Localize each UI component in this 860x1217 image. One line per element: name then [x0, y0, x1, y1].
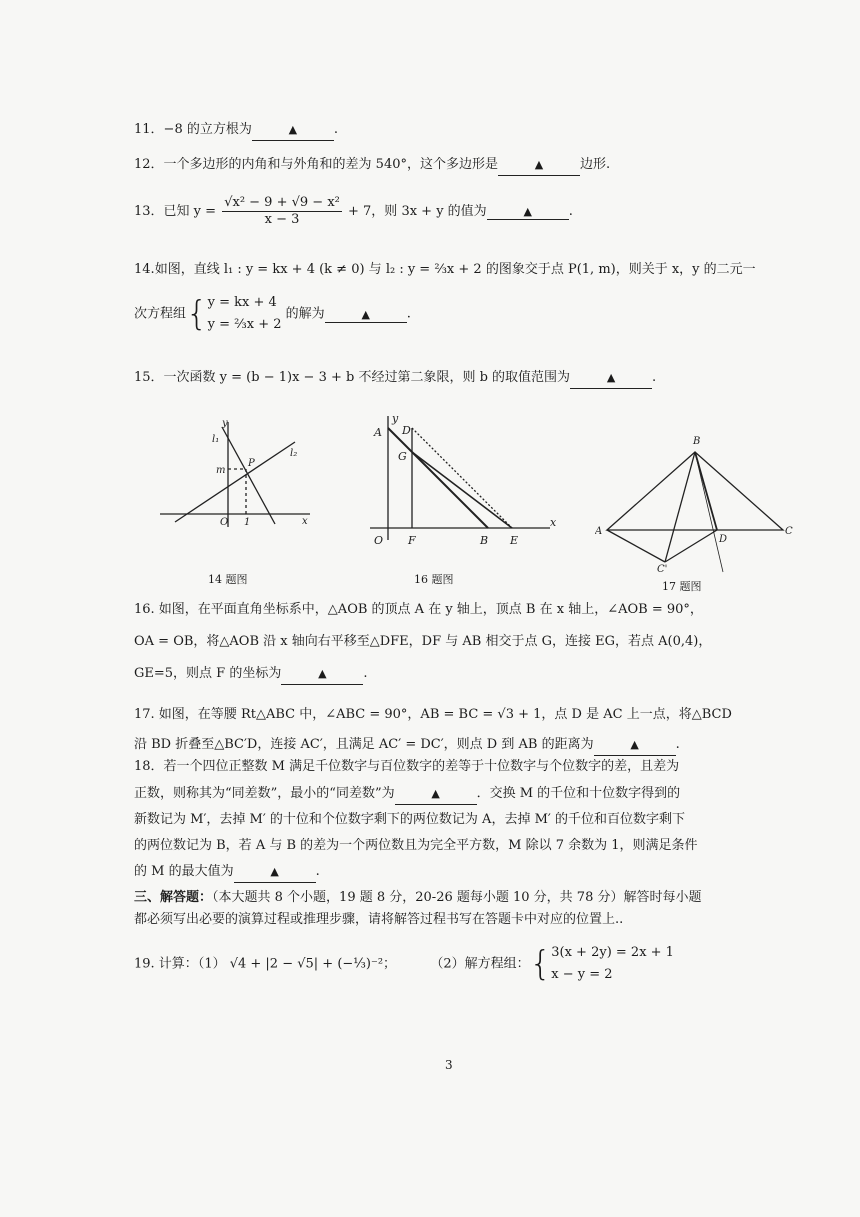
line-l1: [222, 427, 275, 524]
question-number: 14.: [134, 262, 155, 277]
question-text: + 7，则 3x + y 的值为: [348, 204, 487, 219]
line-l2: [175, 442, 298, 522]
question-text: 16. 如图，在平面直角坐标系中，△AOB 的顶点 A 在 y 轴上，顶点 B 在 x 轴上，∠AOB = 90°，: [134, 602, 703, 617]
question-text: OA = OB，将△AOB 沿 x 轴向右平移至△DFE，DF 与 AB 相交于点 G，连接 EG，若点 A(0,4)，: [134, 634, 712, 649]
label-C-prime: C': [657, 564, 668, 575]
section-3-header: [134, 888, 701, 908]
question-18-line4: [134, 836, 698, 856]
segment-BCp: [665, 452, 695, 562]
label-G: G: [398, 450, 407, 463]
segment-BD: [695, 452, 717, 530]
answer-blank[interactable]: [281, 664, 363, 685]
question-end: 边形.: [580, 157, 611, 172]
label-O: O: [374, 534, 384, 547]
answer-blank[interactable]: [498, 155, 580, 176]
question-text: GE=5，则点 F 的坐标为: [134, 666, 282, 681]
label-x: x: [302, 516, 308, 527]
label-y: y: [222, 418, 228, 429]
question-text: 沿 BD 折叠至△BC′D，连接 AC′，且满足 AC′ = DC′，则点 D 到 AB 的距离为: [134, 737, 594, 752]
question-14-line1: [134, 260, 756, 280]
question-text: 如图，直线 l₁ : y = kx + 4 (k ≠ 0) 与 l₂ : y = ⅔x + 2 的图象交于点 P(1, m)，则关于 x，y 的二元一: [154, 262, 756, 277]
question-19: [134, 942, 674, 986]
label-B: B: [480, 534, 489, 547]
segment-DE: [412, 428, 512, 528]
label-A: A: [595, 526, 603, 537]
section-instructions: 都必须写出必要的演算过程或推理步骤，请将解答过程书写在答题卡中对应的位置上..: [134, 912, 624, 927]
question-18-line3: [134, 810, 685, 830]
equation-2: y = ⅔x + 2: [207, 317, 282, 332]
question-text: 17. 如图，在等腰 Rt△ABC 中，∠ABC = 90°，AB = BC = √3 + 1，点 D 是 AC 上一点，将△BCD: [134, 707, 732, 722]
extension-line: [695, 452, 723, 572]
question-16-line1: [134, 600, 703, 620]
figure-14-caption: 14 题图: [208, 573, 248, 586]
question-text: 正数，则称其为“同差数”，最小的“同差数”为: [134, 786, 395, 801]
label-B: B: [693, 436, 701, 447]
answer-blank[interactable]: [570, 368, 652, 389]
answer-blank[interactable]: [395, 784, 477, 805]
question-15: [134, 368, 656, 389]
fraction: [222, 195, 342, 228]
question-number: 19. 计算：: [134, 956, 198, 972]
figure-14: [150, 412, 320, 532]
question-text: 的解为: [285, 306, 325, 322]
question-18-line2: [134, 784, 680, 805]
section-instructions: （本大题共 8 个小题，19 题 8 分，20-26 题每小题 10 分，共 78 分）解答时每小题: [212, 890, 702, 905]
label-l2: l₂: [290, 448, 298, 459]
figure-16: [360, 410, 570, 550]
answer-blank[interactable]: [234, 862, 316, 883]
figure-17-caption: 17 题图: [662, 580, 702, 593]
question-text: 的两位数记为 B，若 A 与 B 的差为一个两位数且为完全平方数，M 除以 7 余数为 1，则满足条件: [134, 838, 698, 853]
brace-symbol: {: [186, 294, 208, 334]
question-13: [134, 195, 573, 228]
question-part-1: （1） √4 + |2 − √5| + (−⅓)⁻²；: [197, 956, 397, 972]
section-title: 三、解答题：: [134, 890, 213, 905]
fraction-denominator: x − 3: [264, 212, 300, 227]
answer-blank[interactable]: [487, 204, 569, 220]
segment-GE: [412, 452, 512, 528]
question-end: .: [675, 737, 680, 752]
section-3-line2: [134, 910, 623, 930]
label-x: x: [550, 516, 557, 529]
question-number: 12．: [134, 157, 164, 172]
page-number: 3: [445, 1058, 453, 1072]
question-text: 的 M 的最大值为: [134, 864, 234, 879]
label-l1: l₁: [212, 434, 220, 445]
question-end: .: [406, 306, 411, 322]
label-F: F: [408, 534, 416, 547]
label-1: 1: [244, 517, 251, 528]
question-end: .: [363, 666, 368, 681]
question-14-line2: [134, 292, 411, 336]
triangle-ABC: [607, 452, 783, 530]
equation-system: [208, 292, 282, 336]
label-D: D: [402, 424, 411, 437]
question-text: −8 的立方根为: [163, 122, 252, 137]
label-m: m: [216, 465, 226, 476]
equation-1: y = kx + 4: [207, 295, 277, 310]
question-number: 13．: [134, 204, 164, 219]
equation-system: [551, 942, 674, 986]
question-number: 11．: [134, 122, 164, 137]
question-11: [134, 120, 338, 141]
figure-17: [595, 430, 795, 580]
equation-1: 3(x + 2y) = 2x + 1: [551, 945, 674, 960]
question-17-line1: [134, 705, 732, 725]
answer-blank[interactable]: [594, 735, 676, 756]
question-text: 一次函数 y = (b − 1)x − 3 + b 不经过第二象限，则 b 的取值范围为: [163, 370, 571, 385]
label-E: E: [510, 534, 519, 547]
question-end: .: [652, 370, 657, 385]
question-number: 15．: [134, 370, 164, 385]
answer-blank[interactable]: [252, 120, 334, 141]
segment-AB: [388, 428, 488, 528]
label-O: O: [220, 517, 229, 528]
question-part-2: （2）解方程组：: [430, 956, 530, 972]
question-text: 已知 y =: [163, 204, 217, 219]
question-text: 18．若一个四位正整数 M 满足千位数字与百位数字的差等于十位数字与个位数字的差，且差为: [134, 759, 680, 774]
question-18-line5: [134, 862, 320, 883]
fraction-numerator: √x² − 9 + √9 − x²: [224, 195, 340, 210]
question-16-line2: [134, 632, 711, 652]
question-18-line1: [134, 757, 679, 777]
question-text: 新数记为 M′，去掉 M′ 的十位和个位数字剩下的两位数记为 A，去掉 M′ 的千位和百位数字剩下: [134, 812, 685, 827]
label-P: P: [248, 458, 255, 469]
figure-16-caption: 16 题图: [414, 573, 454, 586]
label-D: D: [719, 534, 728, 545]
segment-ACp: [607, 530, 665, 562]
question-end: .: [315, 864, 320, 879]
question-16-line3: [134, 664, 367, 685]
question-text: ．交换 M 的千位和十位数字得到的: [476, 786, 681, 801]
question-end: .: [568, 204, 573, 219]
question-text: 一个多边形的内角和与外角和的差为 540°，这个多边形是: [163, 157, 498, 172]
brace-symbol: {: [529, 944, 552, 984]
question-12: [134, 155, 610, 176]
question-end: .: [333, 122, 338, 137]
answer-blank[interactable]: [325, 307, 407, 323]
label-C: C: [785, 526, 793, 537]
label-y: y: [392, 412, 399, 425]
label-A: A: [374, 426, 382, 439]
question-text: 次方程组: [134, 306, 187, 322]
equation-2: x − y = 2: [551, 967, 613, 982]
question-17-line2: [134, 735, 680, 756]
